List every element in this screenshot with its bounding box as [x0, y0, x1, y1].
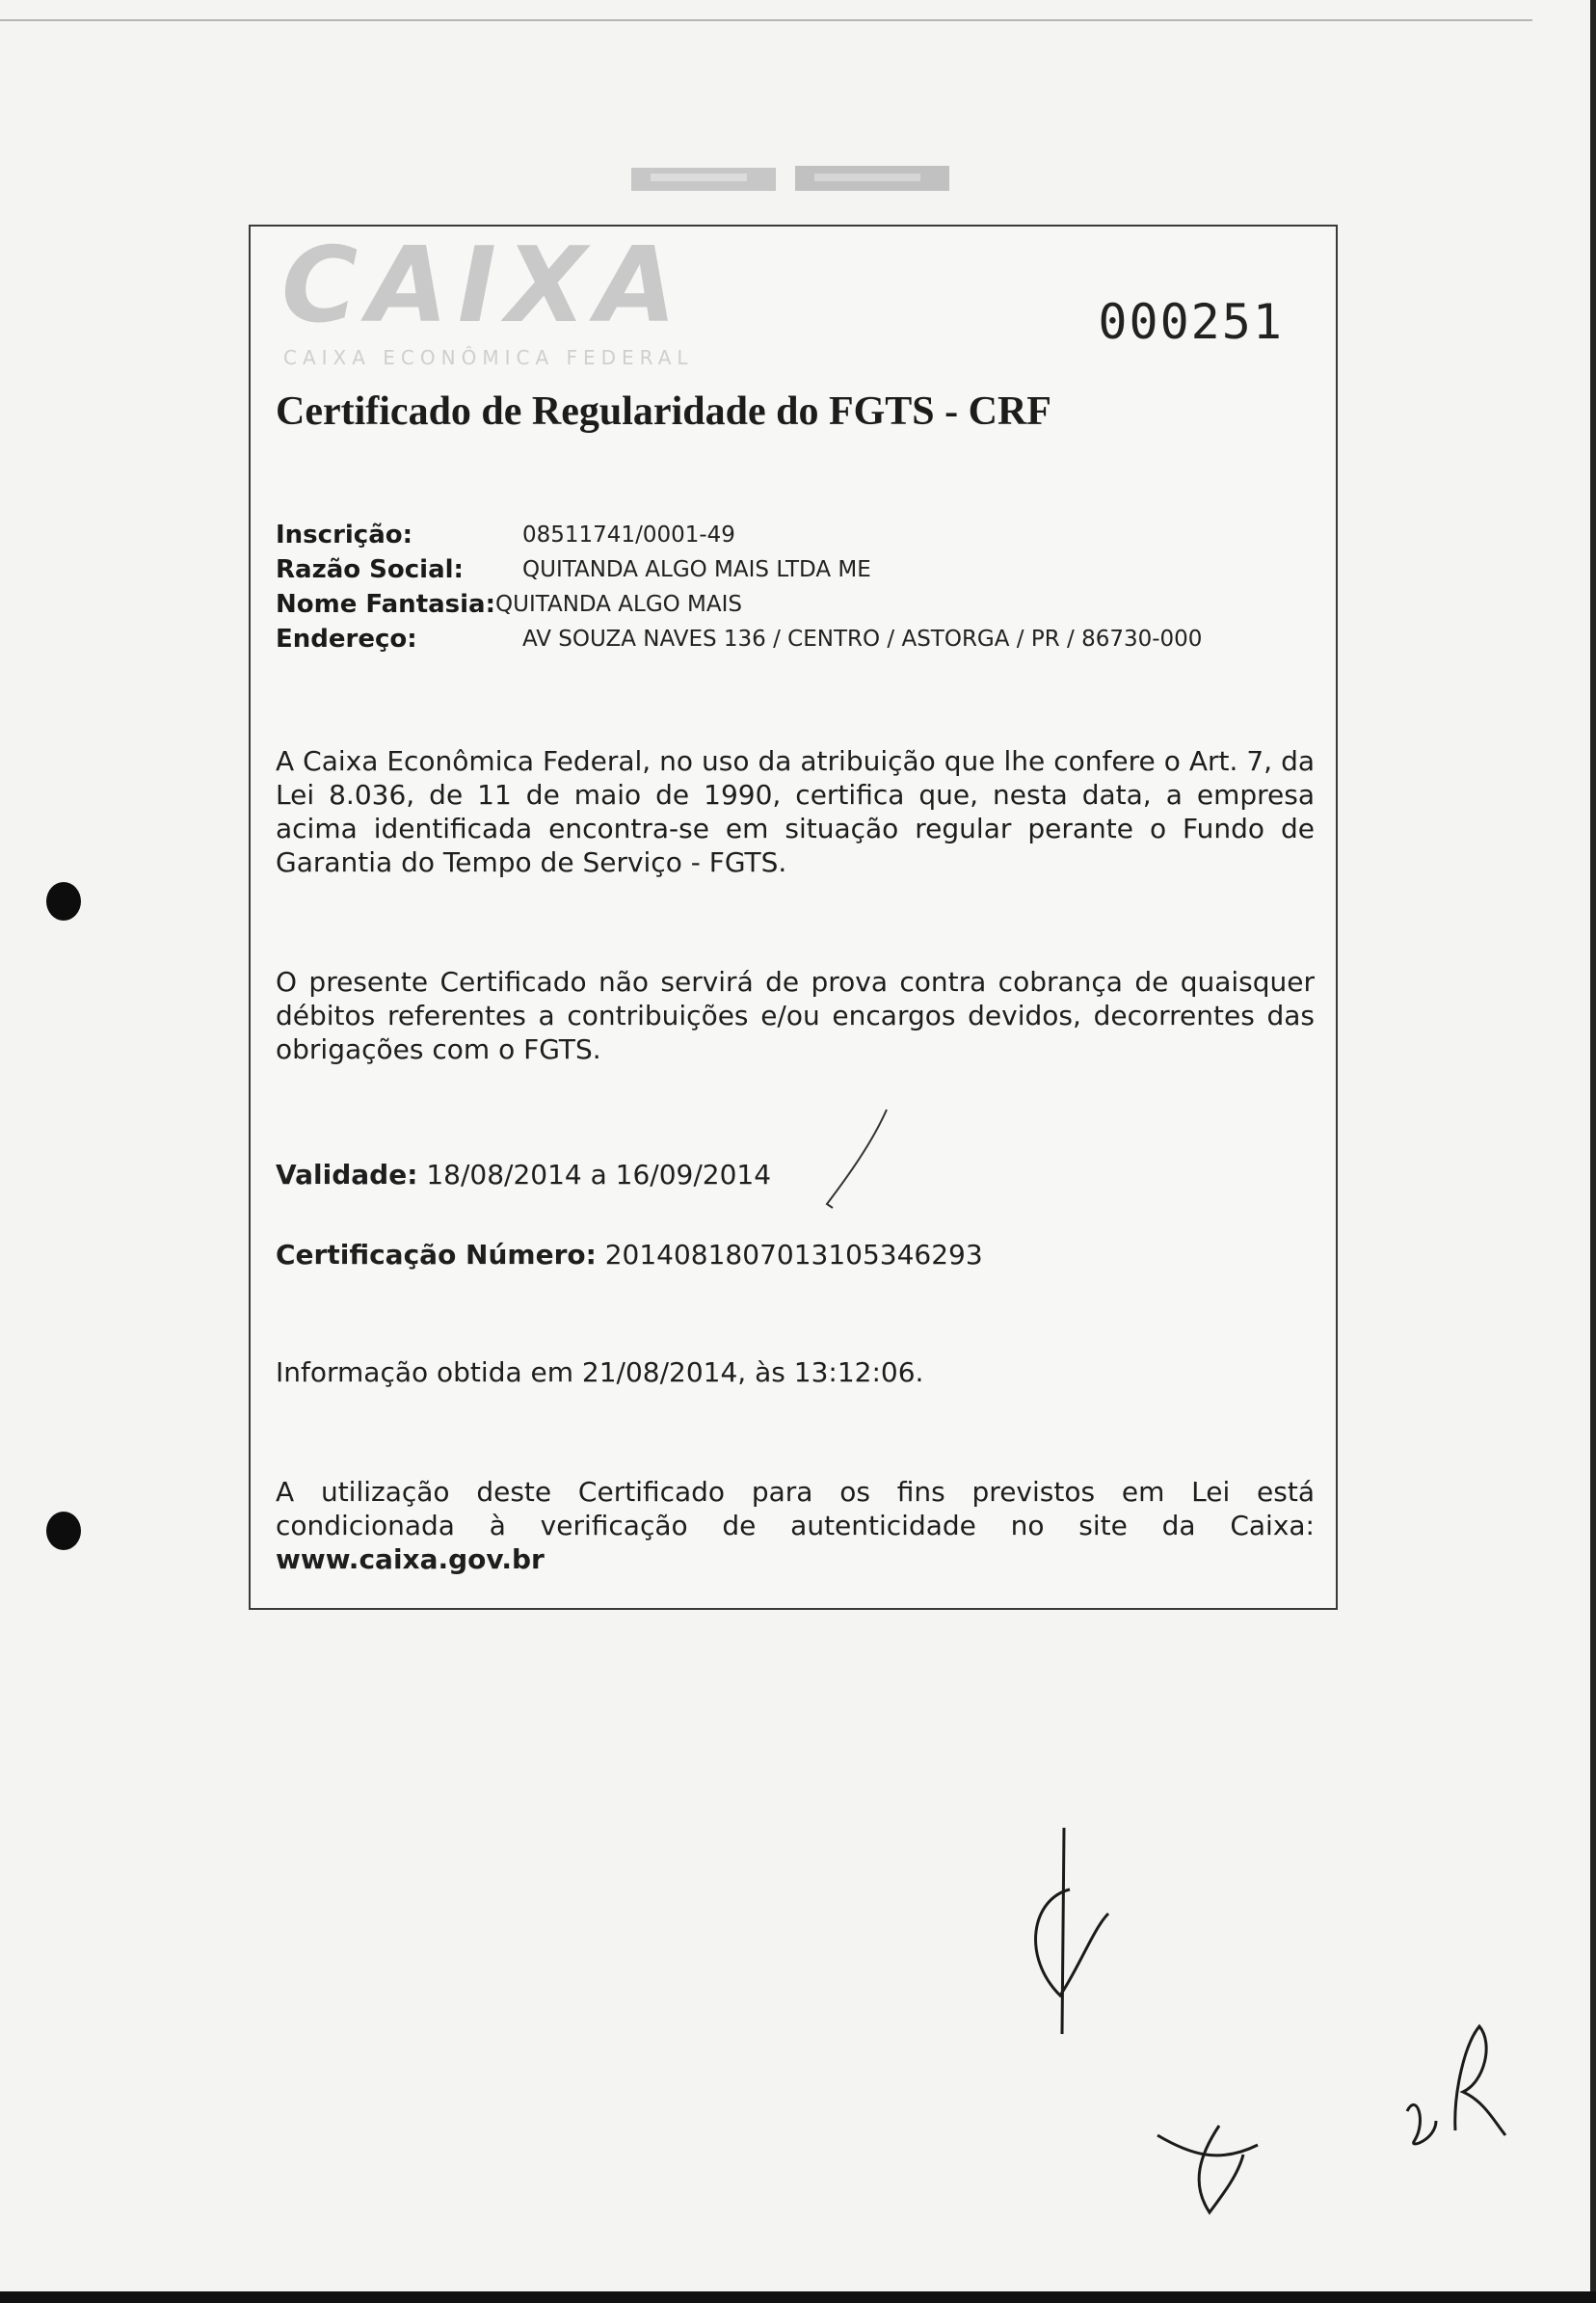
validity-label: Validade:: [276, 1159, 418, 1191]
logo-wordmark: CAIXA: [281, 226, 686, 346]
validity-value: 18/08/2014 a 16/09/2014: [426, 1159, 772, 1191]
field-razao-social: [276, 552, 1202, 587]
caixa-site-link[interactable]: www.caixa.gov.br: [276, 1543, 545, 1575]
page-edge-bottom: [0, 2291, 1596, 2303]
field-value: QUITANDA ALGO MAIS: [495, 592, 743, 617]
field-label: Razão Social:: [276, 555, 464, 584]
field-nome-fantasia: [276, 587, 1202, 622]
field-value: AV SOUZA NAVES 136 / CENTRO / ASTORGA / PR / 86730-000: [522, 627, 1203, 652]
top-rule: [0, 19, 1532, 21]
field-endereco: [276, 622, 1202, 656]
info-line: Informação obtida em 21/08/2014, às 13:12:06.: [276, 1356, 924, 1388]
field-value: 08511741/0001-49: [522, 522, 735, 548]
handwritten-signature-1: [1002, 1822, 1118, 2053]
field-label: Nome Fantasia:: [276, 590, 495, 619]
authenticity-paragraph: [276, 1475, 1315, 1576]
validity-line: [276, 1159, 771, 1191]
handwritten-signature-2: [1152, 2116, 1277, 2222]
authenticity-text: A utilização deste Certificado para os fins previstos em Lei está condicionada à verificação de autenticidade no site da Caixa:: [276, 1476, 1315, 1541]
header-stamp-smudge: [631, 162, 949, 195]
handwritten-slash-mark: [819, 1104, 896, 1210]
certification-number-line: [276, 1239, 983, 1271]
certification-paragraph: A Caixa Econômica Federal, no uso da atribuição que lhe confere o Art. 7, da Lei 8.036, de 11 de maio de 1990, certifica que, nesta data, a empresa acima identificada encontra-se em situação regular perante o Fundo de Garantia do Tempo de Serviço - FGTS.: [276, 745, 1315, 878]
caixa-logo: [276, 226, 694, 374]
certificate-box: [249, 225, 1338, 1610]
field-label: Inscrição:: [276, 521, 413, 549]
handwritten-initials: [1397, 2015, 1513, 2159]
certificate-title: Certificado de Regularidade do FGTS - CRF: [276, 389, 1051, 434]
serial-number: 000251: [1098, 294, 1284, 350]
disclaimer-paragraph: O presente Certificado não servirá de prova contra cobrança de quaisquer débitos referentes a contribuições e/ou encargos devidos, decorrentes das obrigações com o FGTS.: [276, 966, 1315, 1065]
certification-label: Certificação Número:: [276, 1239, 597, 1271]
punch-hole-bottom: [46, 1512, 81, 1550]
field-inscricao: [276, 518, 1202, 552]
company-fields: [276, 518, 1202, 656]
field-value: QUITANDA ALGO MAIS LTDA ME: [522, 557, 871, 582]
field-label: Endereço:: [276, 625, 417, 654]
logo-tagline: CAIXA ECONÔMICA FEDERAL: [283, 346, 694, 369]
page-edge: [1590, 0, 1596, 2303]
punch-hole-top: [46, 882, 81, 921]
certification-value: 2014081807013105346293: [604, 1239, 983, 1271]
